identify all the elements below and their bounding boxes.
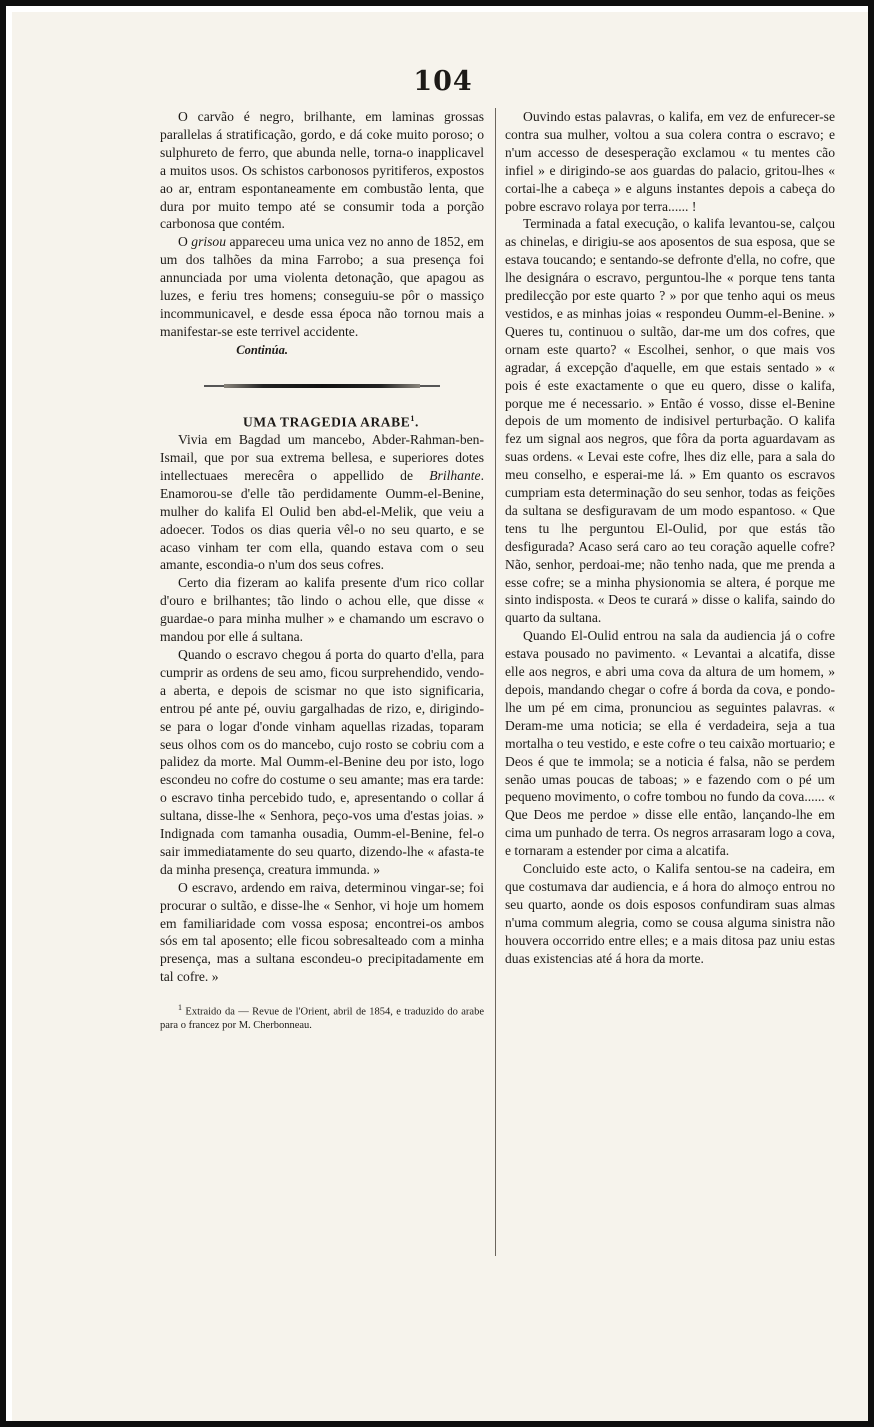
story-paragraph: O escravo, ardendo em raiva, determinou vingar-se; foi procurar o sultão, e disse-lhe « Senhor, vi hoje um homem em familiaridade com vossa esposa; encontrei-os ambos sós em tal aposento; elle ficou sobresalteado com a minha presença, mas a sultana escondeu-o precipitadamente em tal cofre. »: [160, 879, 484, 985]
grisou-intro: O: [178, 234, 192, 250]
nickname: Brilhante: [429, 467, 481, 483]
left-column: [160, 108, 484, 1032]
grisou-paragraph: [160, 233, 484, 340]
story-paragraph: Ouvindo estas palavras, o kalifa, em vez de enfurecer-se contra sua mulher, voltou a sua colera contra o escravo; e n'um accesso de desesperação exclamou « tu mentes cão infiel » e dirigindo-se aos guardas do palacio, gritou-lhes « cortai-lhe a cabeça » e alguns instantes depois a cabeça do pobre escravo rolaya por terra...... !: [505, 109, 835, 214]
story-paragraph: Concluido este acto, o Kalifa sentou-se na cadeira, em que costumava dar audiencia, e á hora do almoço entrou no seu quarto, aonde os dois esposos confundiram suas almas n'uma commum alegria, como se cousa alguma sinistra não houvera occorrido entre elles; e a mais ditosa paz uniu estas duas existencias até á hora da morte.: [505, 861, 835, 966]
footnote-ref: 1: [410, 413, 415, 423]
story-title: UMA TRAGEDIA ARABE$^1$.: [243, 413, 419, 430]
grisou-rest: appareceu uma unica vez no anno de 1852, em um dos talhões da mina Farrobo; a sua presença foi annunciada por uma violenta detonação, que apagou as luzes, e feriu tres homens; conseguiu-se pôr o massiço incommunicavel, e desde essa época não tornou mais a manifestar-se este terrivel accidente.: [160, 234, 484, 339]
section-divider: [224, 384, 420, 388]
coal-paragraph: O carvão é negro, brilhante, em laminas grossas parallelas á stratificação, gordo, e dá coke muito poroso; o sulphureto de ferro, que abunda nelle, torna-o inapplicavel a muitos usos. Os schistos carbonosos pyritiferos, expostos ao ar, entram espontaneamente em combustão lenta, que dura por muito tempo até se consumir toda a porção carbonosa que contém.: [160, 109, 484, 232]
story-p1-start: Vivia em Bagdad um mancebo, Abder-Rahman-ben-Ismail, que por sua extrema bellesa, e superiores dotes intellectuaes merecêra o appellido de: [160, 432, 484, 483]
footnote-text: Extraido da — Revue de l'Orient, abril de 1854, e traduzido do arabe para o francez por M. Cherbonneau.: [160, 1006, 484, 1031]
story-p1-end: . Enamorou-se d'elle tão perdidamente Oumm-el-Benine, mulher do kalifa El Oulid ben abd-el-Melik, que veiu a adoecer. Todos os dias queria vêl-o no seu quarto, e se acaso vinham ter com ella, quando estava com o seu amante, escondia-o n'um dos seus cofres.: [160, 467, 484, 573]
story-paragraph: Quando o escravo chegou á porta do quarto d'ella, para cumprir as ordens de seu amo, ficou surprehendido, vendo-a aberta, e depois de scismar no que isto significaria, entrou pé ante pé, ouviu gargalhadas de rizo, e, dirigindo-se para o logar d'onde vinham aquellas rizadas, toparam seus olhos com os do mancebo, cujo rosto se cobriu com a palidez da morte. Mal Oumm-el-Benine deu por isto, logo escondeu no cofre do costume o seu amante; mas era tarde: o escravo tinha percebido tudo, e, apresentando o collar á sultana, disse-lhe « Senhora, peço-vos uma d'estas joias. » Indignada com tamanha ousadia, Oumm-el-Benine, fel-o sair immediatamente do seu quarto, dizendo-lhe « afasta-te da minha presença, creatura immunda. »: [160, 646, 484, 877]
story-paragraph: Terminada a fatal execução, o kalifa levantou-se, calçou as chinelas, e dirigiu-se aos aposentos de sua esposa, que se estava toucando; e sentando-se defronte d'ella, no cofre, que lhe designára o escravo, perguntou-lhe « porque tens tanta predilecção por este quarto ? » por que tenho aqui os meus vestidos, e as minhas joias « respondeu Oumm-el-Benine. » Queres tu, continuou o sultão, dar-me um dos cofres, que ornam este quarto? « Escolhei, senhor, o que mais vos agradar, á excepção d'aquelle, em que estais sentado » « pois é este exactamente o que eu quero, disse o kalifa, porque me é necessario. » Então é vosso, disse el-Benine depois de um momento de indisivel perturbação. O kalifa fez um signal aos negros, que fôra da porta aguardavam as suas ordens. « Levai este cofre, lhes diz elle, para a sala do meu conselho, e esperai-me lá. » Em quanto os escravos cumpriam esta determinação do seu senhor, todas as feições da sultana se desfiguravam de um modo espantoso. « Que tens tu lhe perguntou El-Oulid, por que estás tão desfigurada? Acaso será caro ao teu coração aquelle cofre? Não, senhor, perdoai-me; não tenho nada, que me prenda a esse cofre; se a minha physionomia se altera, é porque me sinto indisposta. « Deos te curará » disse o kalifa, saindo do quarto da sultana.: [505, 216, 835, 626]
right-column: [505, 108, 835, 968]
page-number: 104: [413, 66, 473, 97]
story-paragraph: Quando El-Oulid entrou na sala da audiencia já o cofre estava pousado no pavimento. « Levantai a alcatifa, disse elle aos negros, e abri uma cova da altura de um homem, » depois, mandando chegar o cofre á borda da cova, e pondo-lhe um pé em cima, pronunciou as seguintes palavras. « Deram-me uma noticia; se ella é verdadeira, seja a tua mortalha o teu vestido, e este cofre o teu caixão mortuario; e Deos é que te immola; se a noticia é falsa, não se perdem senão umas poucas de taboas; » e fazendo com o pé um pequeno movimento, o cofre tombou no fundo da cova...... « Que Deos me perdoe » disse elle então, lançando-lhe em cima um punhado de terra. Os negros arrasaram logo a cova, e tornaram a estender por cima a alcatifa.: [505, 628, 835, 859]
footnote-marker: 1: [178, 1003, 182, 1013]
footnote: [160, 1001, 484, 1032]
grisou-term: grisou: [191, 234, 227, 250]
story-paragraph: [160, 431, 484, 574]
continued-note: Continúa.: [236, 342, 288, 357]
story-paragraph: Certo dia fizeram ao kalifa presente d'um rico collar d'ouro e brilhantes; tão lindo o achou elle, que disse « guardae-o para minha mulher » e chamando um escravo o mandou por elle á sultana.: [160, 575, 484, 645]
column-divider: [495, 108, 496, 1256]
story-title-text: UMA TRAGEDIA ARABE: [243, 414, 411, 430]
newspaper-page: [12, 12, 874, 1427]
